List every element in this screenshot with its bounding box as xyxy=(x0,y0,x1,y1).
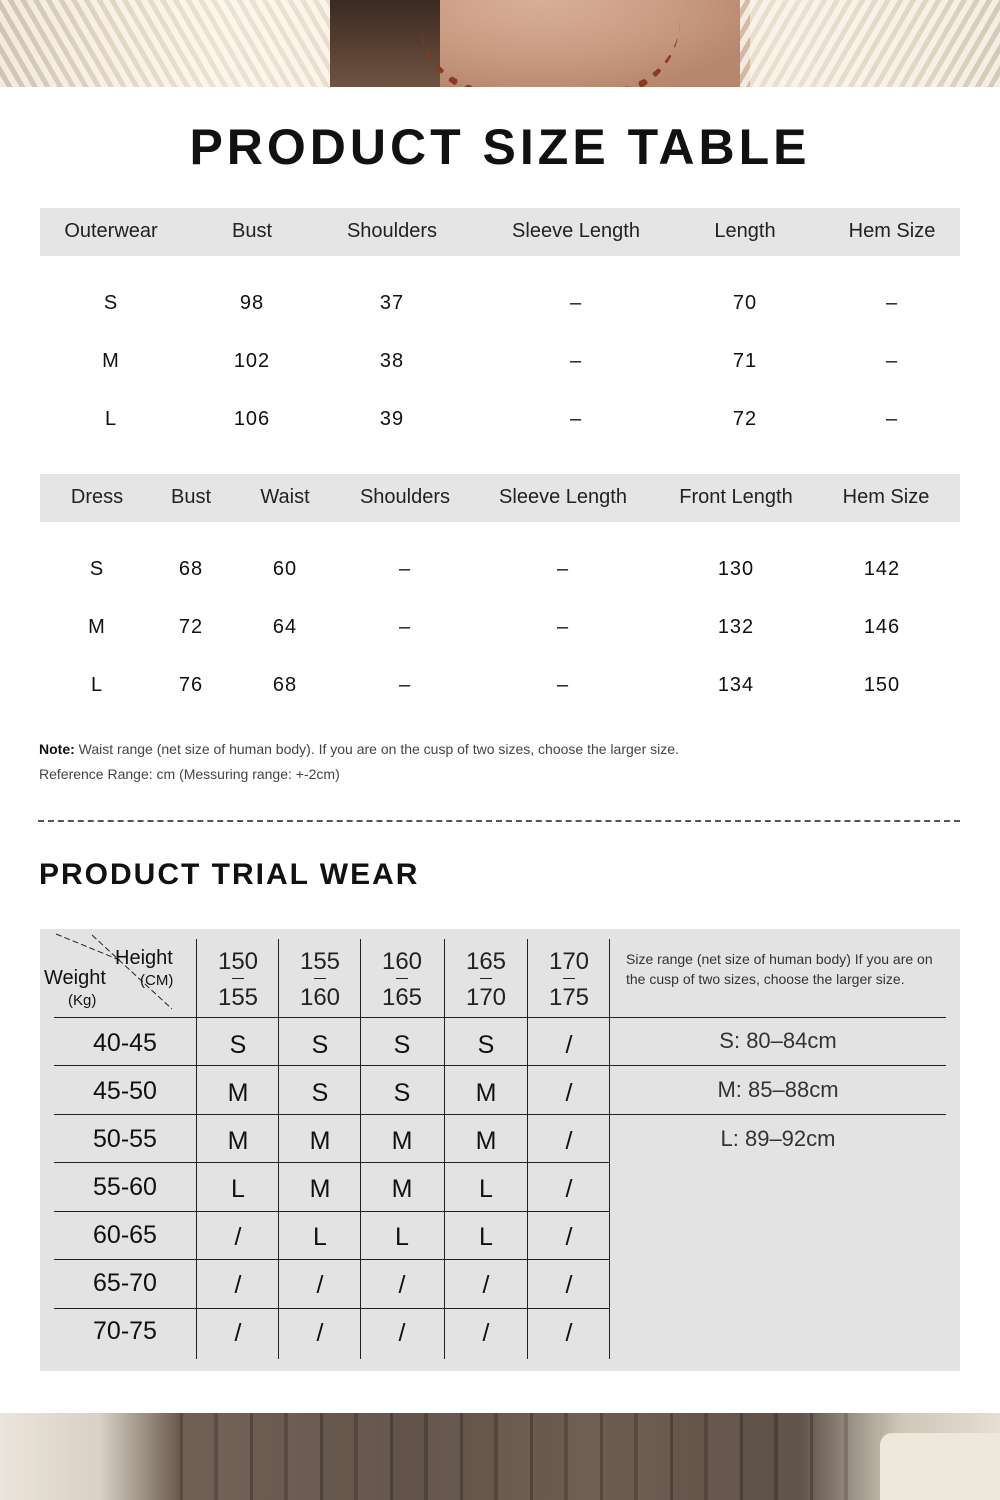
sweater-texture-right xyxy=(740,0,1000,87)
size-cell: / xyxy=(482,1319,490,1347)
column-header: Hem Size xyxy=(848,220,936,242)
height-from: 170 xyxy=(548,948,590,975)
height-from: 155 xyxy=(299,948,341,975)
grid-line xyxy=(54,1017,946,1018)
height-range-header xyxy=(197,943,279,1016)
reference-range: Reference Range: cm (Messuring range: +-2cm) xyxy=(39,766,340,782)
grid-line xyxy=(54,1308,610,1309)
grid-line xyxy=(54,1065,946,1066)
table-row xyxy=(40,334,960,392)
height-to: 170 xyxy=(465,984,507,1012)
size-cell: L xyxy=(395,1223,409,1251)
height-range-header xyxy=(279,943,361,1016)
size-cell: / xyxy=(316,1319,324,1347)
size-cell: / xyxy=(565,1031,573,1059)
column-header: Front Length xyxy=(679,486,793,508)
size-cell: / xyxy=(316,1271,324,1299)
value-cell: 72 xyxy=(732,408,758,430)
size-cell: M xyxy=(391,1175,413,1203)
table-row xyxy=(40,658,960,716)
size-cell: / xyxy=(234,1271,242,1299)
height-to: 160 xyxy=(299,984,341,1012)
value-cell: – xyxy=(398,616,412,638)
size-cell: / xyxy=(565,1319,573,1347)
height-to: 175 xyxy=(548,984,590,1012)
pleated-skirt xyxy=(180,1413,880,1500)
range-m: M: 85–88cm xyxy=(717,1077,839,1102)
size-cell: L xyxy=(479,1175,493,1203)
weight-label: Weight xyxy=(44,967,106,989)
table-row xyxy=(40,276,960,334)
column-header: Dress xyxy=(70,486,124,508)
beaded-necklace xyxy=(420,20,680,87)
grid-line xyxy=(54,1259,610,1260)
value-cell: 102 xyxy=(233,350,271,372)
column-header: Waist xyxy=(260,486,310,508)
range-l: L: 89–92cm xyxy=(720,1126,836,1151)
size-cell: / xyxy=(565,1223,573,1251)
value-cell: 38 xyxy=(379,350,405,372)
weight-cell: 60-65 xyxy=(93,1221,157,1249)
size-cell: M xyxy=(227,1079,249,1107)
height-range-header xyxy=(445,943,527,1016)
size-cell: M xyxy=(475,1127,497,1155)
outerwear-size-table xyxy=(40,208,960,450)
dress-header-row xyxy=(40,474,960,522)
trial-wear-title: PRODUCT TRIAL WEAR xyxy=(39,858,420,891)
size-cell: / xyxy=(482,1271,490,1299)
height-from: 150 xyxy=(217,948,259,975)
value-cell: 76 xyxy=(178,674,204,696)
size-cell: / xyxy=(398,1319,406,1347)
value-cell: 130 xyxy=(717,558,755,580)
value-cell: 71 xyxy=(732,350,758,372)
grid-line xyxy=(54,1211,610,1212)
value-cell: – xyxy=(556,616,570,638)
top-product-photo xyxy=(0,0,1000,87)
column-header: Sleeve Length xyxy=(499,486,627,508)
size-cell: S xyxy=(477,1031,495,1059)
sweater-texture xyxy=(0,0,330,87)
dashed-divider xyxy=(38,820,960,822)
value-cell: – xyxy=(569,408,583,430)
size-cell: S xyxy=(89,558,105,580)
size-cell: / xyxy=(565,1175,573,1203)
size-cell: S xyxy=(311,1031,329,1059)
size-cell: S xyxy=(393,1079,411,1107)
size-cell: L xyxy=(231,1175,245,1203)
weight-cell: 55-60 xyxy=(93,1173,157,1201)
value-cell: 146 xyxy=(863,616,901,638)
value-cell: 68 xyxy=(178,558,204,580)
grid-line xyxy=(54,1162,610,1163)
note-label: Note: xyxy=(39,741,75,757)
weight-cell: 45-50 xyxy=(93,1077,157,1105)
value-cell: 70 xyxy=(732,292,758,314)
outerwear-header-row xyxy=(40,208,960,256)
value-cell: – xyxy=(556,674,570,696)
table-row xyxy=(40,392,960,450)
size-cell: S xyxy=(393,1031,411,1059)
value-cell: 150 xyxy=(863,674,901,696)
page-title: PRODUCT SIZE TABLE xyxy=(189,119,811,175)
column-header: Outerwear xyxy=(64,220,158,242)
grid-line xyxy=(54,1114,946,1115)
height-from: 165 xyxy=(465,948,507,975)
height-to: 165 xyxy=(381,984,423,1012)
weight-cell: 70-75 xyxy=(93,1317,157,1345)
value-cell: – xyxy=(398,558,412,580)
value-cell: – xyxy=(398,674,412,696)
height-range-header xyxy=(528,943,610,1016)
size-cell: / xyxy=(398,1271,406,1299)
size-cell: / xyxy=(234,1319,242,1347)
size-cell: L xyxy=(479,1223,493,1251)
value-cell: – xyxy=(885,292,899,314)
dress-size-table xyxy=(40,474,960,716)
size-range-note: Size range (net size of human body) If you are on the cusp of two sizes, choose the larger size. xyxy=(626,951,933,987)
column-header: Hem Size xyxy=(842,486,930,508)
height-range-header xyxy=(361,943,443,1016)
weight-cell: 65-70 xyxy=(93,1269,157,1297)
value-cell: 64 xyxy=(272,616,298,638)
height-to: 155 xyxy=(217,984,259,1012)
value-cell: – xyxy=(569,350,583,372)
size-cell: / xyxy=(234,1223,242,1251)
value-cell: – xyxy=(569,292,583,314)
size-cell: M xyxy=(88,616,106,638)
value-cell: 98 xyxy=(239,292,265,314)
weight-cell: 40-45 xyxy=(93,1029,157,1057)
note-text: Waist range (net size of human body). If you are on the cusp of two sizes, choose the larger size. xyxy=(74,741,679,757)
column-header: Sleeve Length xyxy=(512,220,640,242)
value-cell: 37 xyxy=(379,292,405,314)
size-cell: L xyxy=(104,408,118,430)
column-header: Shoulders xyxy=(346,220,438,242)
size-cell: / xyxy=(565,1079,573,1107)
range-s: S: 80–84cm xyxy=(719,1028,837,1053)
value-cell: 132 xyxy=(717,616,755,638)
size-cell: L xyxy=(90,674,104,696)
size-note xyxy=(39,737,679,787)
trial-wear-table xyxy=(40,929,960,1371)
table-row xyxy=(40,542,960,600)
size-cell: M xyxy=(309,1127,331,1155)
height-label: Height xyxy=(115,947,173,969)
value-cell: 39 xyxy=(379,408,405,430)
value-cell: 72 xyxy=(178,616,204,638)
value-cell: 106 xyxy=(233,408,271,430)
size-cell: M xyxy=(102,350,120,372)
weight-cell: 50-55 xyxy=(93,1125,157,1153)
value-cell: 68 xyxy=(272,674,298,696)
size-cell: M xyxy=(227,1127,249,1155)
size-cell: / xyxy=(565,1127,573,1155)
value-cell: 134 xyxy=(717,674,755,696)
size-cell: L xyxy=(313,1223,327,1251)
bottom-product-photo xyxy=(0,1413,1000,1500)
canvas-bag xyxy=(880,1433,1000,1500)
size-cell: S xyxy=(229,1031,247,1059)
size-cell: M xyxy=(309,1175,331,1203)
column-header: Bust xyxy=(170,486,212,508)
size-cell: S xyxy=(103,292,119,314)
size-cell: S xyxy=(311,1079,329,1107)
column-header: Length xyxy=(714,220,776,242)
value-cell: – xyxy=(556,558,570,580)
height-unit: (CM) xyxy=(140,972,174,989)
height-from: 160 xyxy=(381,948,423,975)
column-header: Shoulders xyxy=(359,486,451,508)
size-cell: M xyxy=(475,1079,497,1107)
size-cell: / xyxy=(565,1271,573,1299)
value-cell: – xyxy=(885,408,899,430)
size-cell: M xyxy=(391,1127,413,1155)
table-row xyxy=(40,600,960,658)
value-cell: 60 xyxy=(272,558,298,580)
column-header: Bust xyxy=(231,220,273,242)
value-cell: 142 xyxy=(863,558,901,580)
weight-unit: (Kg) xyxy=(68,992,97,1009)
value-cell: – xyxy=(885,350,899,372)
